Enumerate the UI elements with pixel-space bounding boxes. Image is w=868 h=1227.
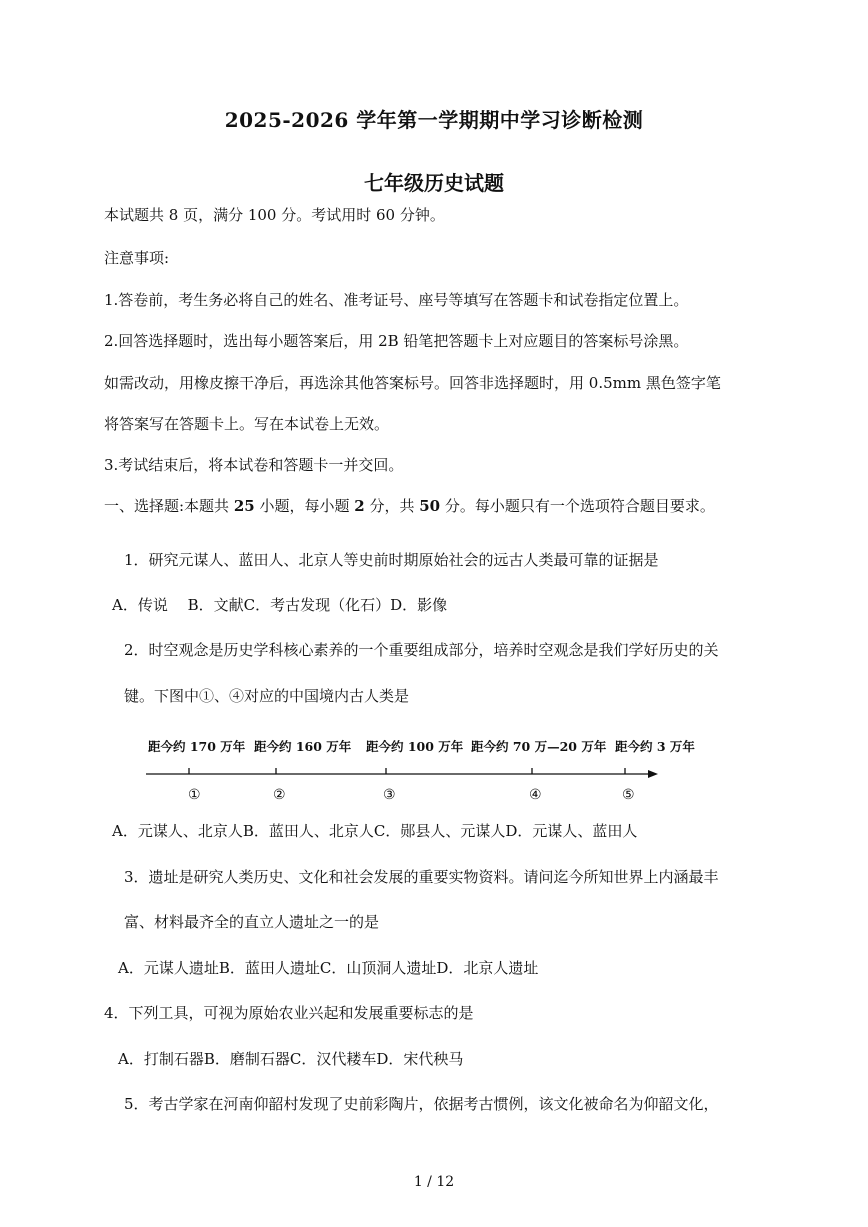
- timeline-marker-2: ②: [273, 787, 286, 803]
- section-1-prefix: 一、选择题:本题共: [104, 497, 234, 515]
- timeline-marker-4: ④: [529, 787, 542, 803]
- section-1-mid2: 分，共: [364, 497, 420, 515]
- section-1-mid1: 小题，每小题: [254, 497, 355, 515]
- notice-title: 注意事项:: [104, 249, 170, 267]
- question-3-options: A．元谋人遗址B．蓝田人遗址C．山顶洞人遗址D．北京人遗址: [118, 959, 539, 977]
- timeline-label-1: 距今约 170 万年: [148, 739, 246, 754]
- notice-2a: 2.回答选择题时，选出每小题答案后，用 2B 铅笔把答题卡上对应题目的答案标号涂黑。: [104, 332, 689, 350]
- question-1-options: A．传说 B．文献C．考古发现（化石）D．影像: [112, 596, 448, 614]
- timeline-arrow-icon: [648, 770, 658, 778]
- timeline-marker-1: ①: [188, 787, 201, 803]
- timeline-marker-3: ③: [383, 787, 396, 803]
- question-count: 25: [233, 497, 255, 515]
- question-3-line2: 富、材料最齐全的直立人遗址之一的是: [124, 913, 380, 931]
- timeline-figure: [140, 733, 695, 808]
- notice-3: 3.考试结束后，将本试卷和答题卡一并交回。: [104, 456, 404, 474]
- notice-2b: 如需改动，用橡皮擦干净后，再选涂其他答案标号。回答非选择题时，用 0.5mm 黑色签字笔: [104, 374, 721, 392]
- notice-2c: 将答案写在答题卡上。写在本试卷上无效。: [104, 415, 390, 433]
- page-number: 1 / 12: [413, 1174, 455, 1190]
- question-2-line2: 键。下图中①、④对应的中国境内古人类是: [124, 687, 410, 705]
- notice-1: 1.答卷前，考生务必将自己的姓名、准考证号、座号等填写在答题卡和试卷指定位置上。: [104, 291, 689, 309]
- section-1-suffix: 分。每小题只有一个选项符合题目要求。: [440, 497, 715, 515]
- timeline-label-4: 距今约 70 万—20 万年: [471, 739, 607, 754]
- question-3-line1: 3．遗址是研究人类历史、文化和社会发展的重要实物资料。请问迄今所知世界上内涵最丰: [124, 868, 719, 886]
- timeline-label-3: 距今约 100 万年: [366, 739, 464, 754]
- question-4: 4．下列工具，可视为原始农业兴起和发展重要标志的是: [104, 1004, 474, 1022]
- question-1: 1．研究元谋人、蓝田人、北京人等史前时期原始社会的远古人类最可靠的证据是: [124, 551, 659, 569]
- timeline-marker-5: ⑤: [622, 787, 635, 803]
- exam-info: 本试题共 8 页，满分 100 分。考试用时 60 分钟。: [104, 206, 445, 224]
- question-2-options: A．元谋人、北京人B．蓝田人、北京人C．郧县人、元谋人D．元谋人、蓝田人: [112, 822, 638, 840]
- timeline-axis: [140, 753, 670, 803]
- timeline-label-5: 距今约 3 万年: [615, 739, 695, 754]
- points-total: 50: [419, 497, 441, 515]
- question-4-options: A．打制石器B．磨制石器C．汉代耧车D．宋代秧马: [118, 1050, 464, 1068]
- section-1-heading: [104, 496, 715, 516]
- question-2-line1: 2．时空观念是历史学科核心素养的一个重要组成部分，培养时空观念是我们学好历史的关: [124, 641, 719, 659]
- exam-subtitle: 七年级历史试题: [364, 171, 504, 195]
- question-5: 5．考古学家在河南仰韶村发现了史前彩陶片，依据考古惯例，该文化被命名为仰韶文化，: [124, 1095, 719, 1113]
- timeline-label-2: 距今约 160 万年: [254, 739, 352, 754]
- points-each: 2: [354, 497, 365, 515]
- exam-title: 2025-2026 学年第一学期期中学习诊断检测: [224, 108, 644, 132]
